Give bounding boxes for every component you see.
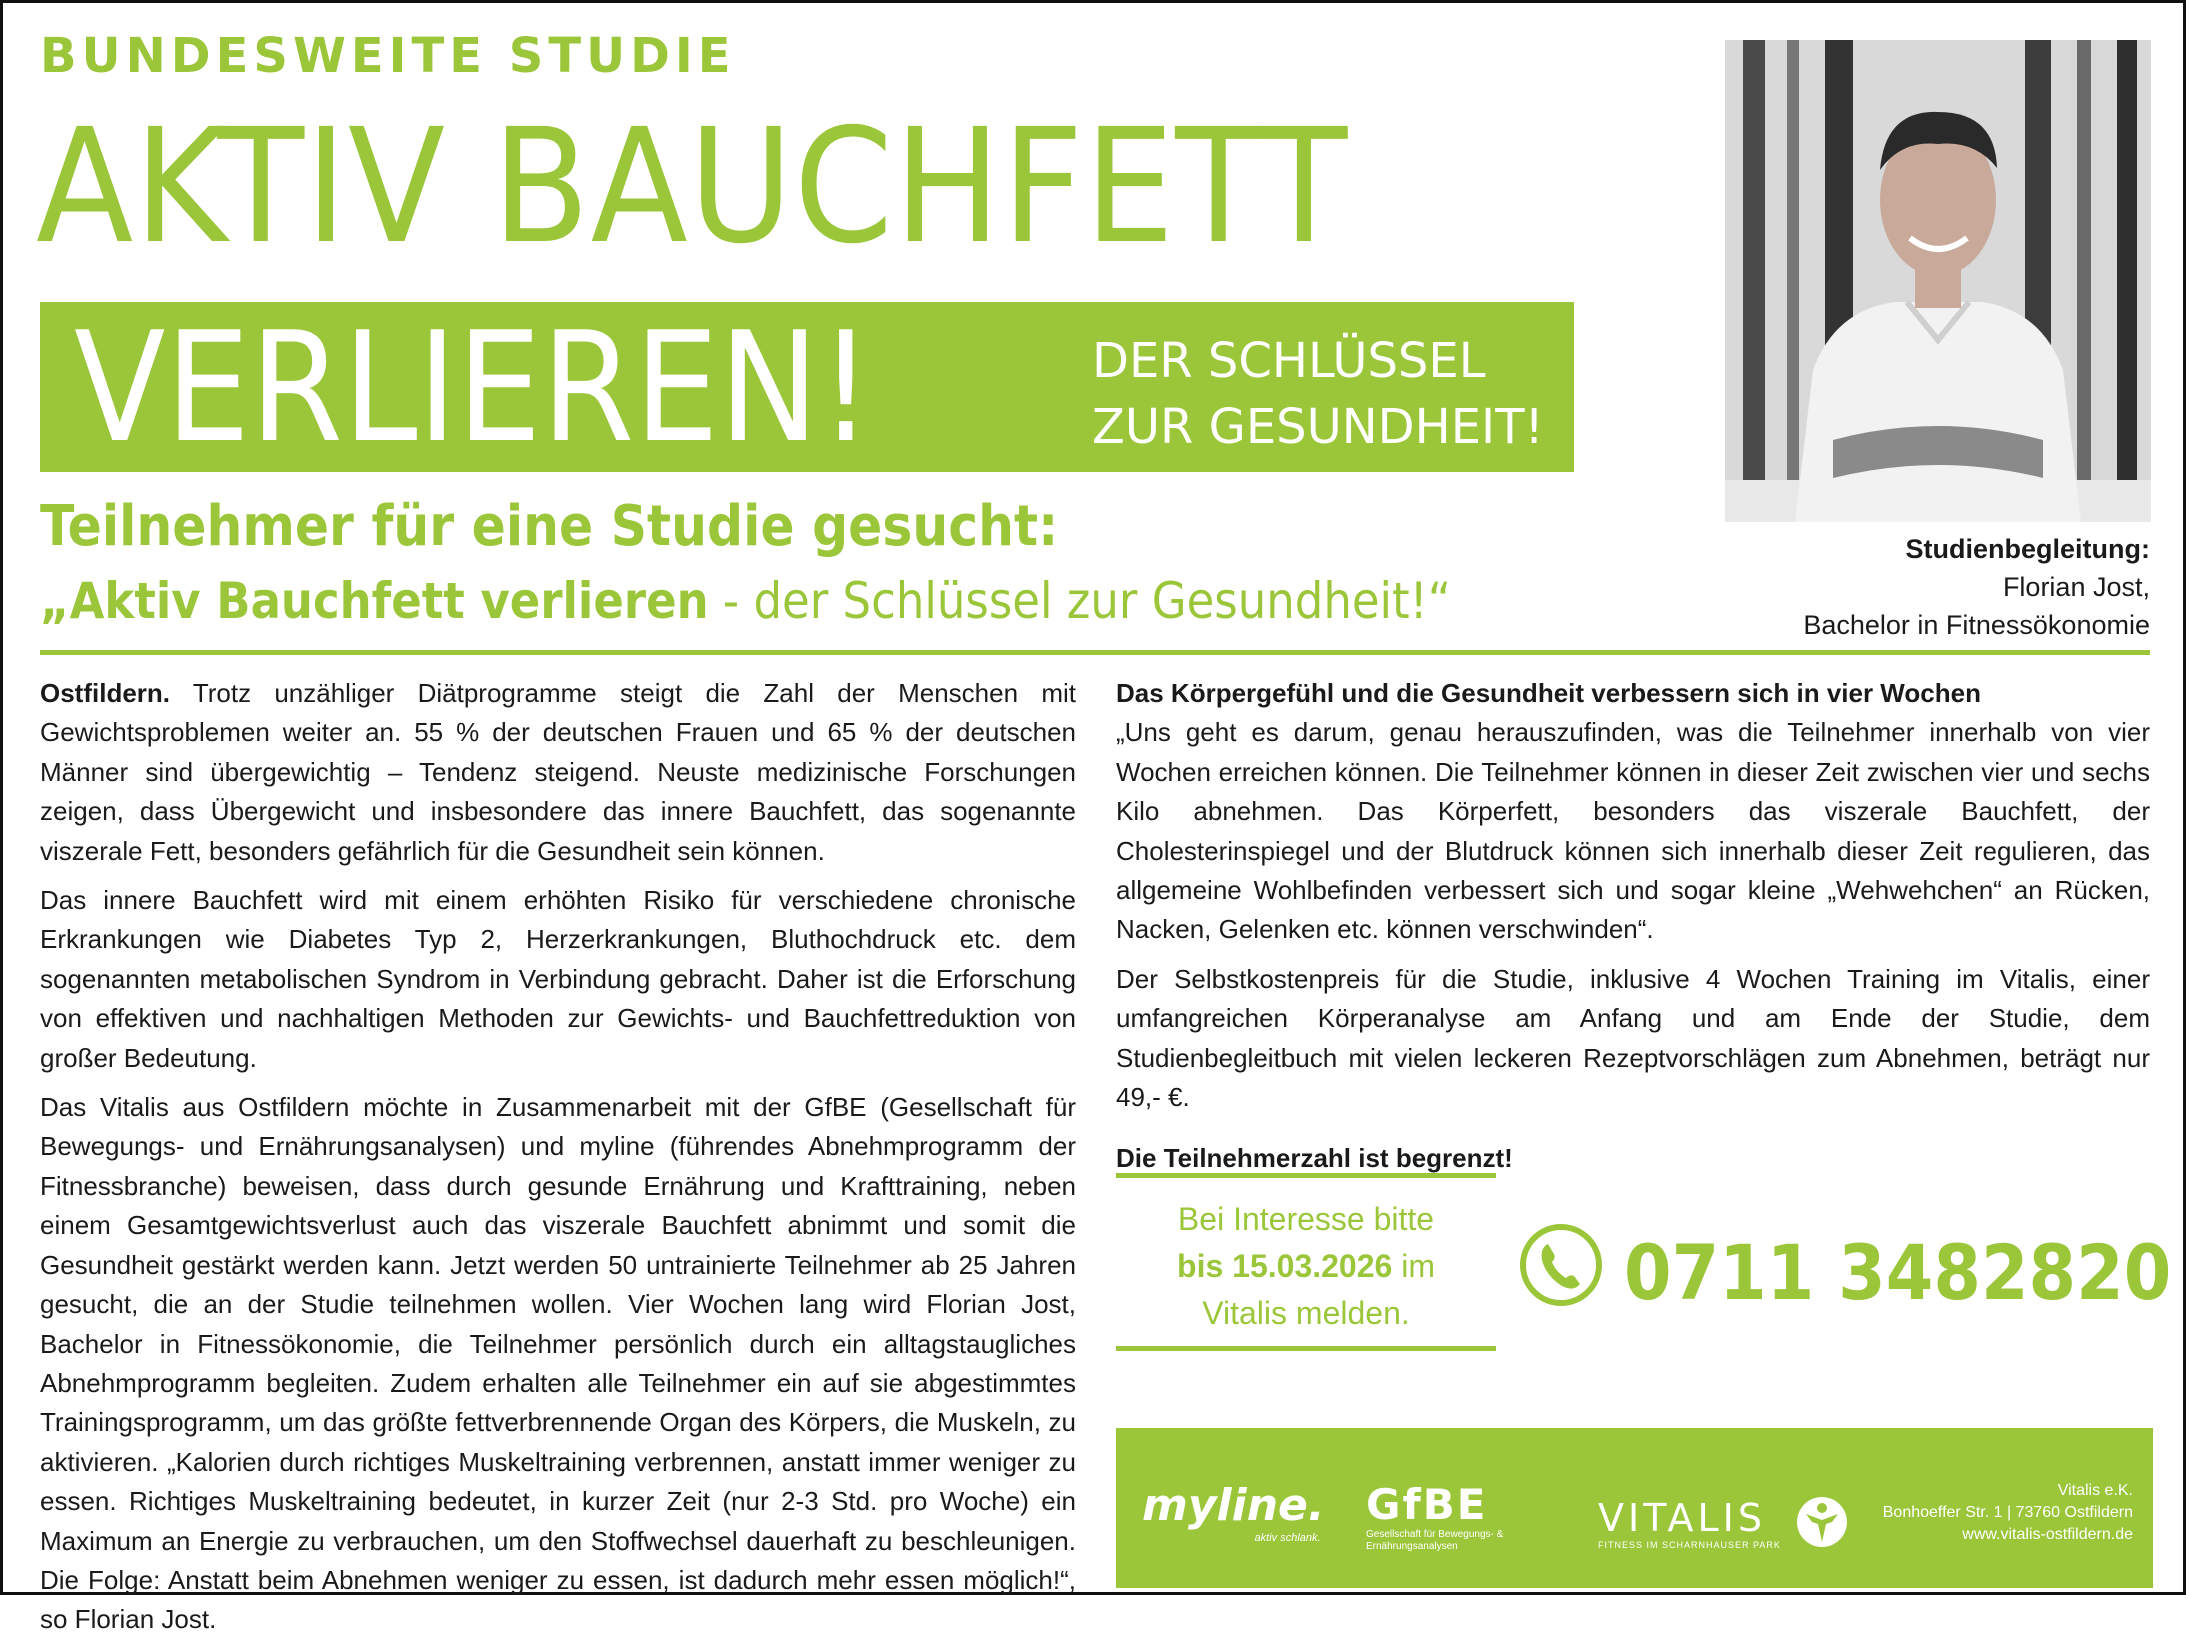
myline-tagline: aktiv schlank. [1254,1532,1321,1544]
cta-line-2-rest: im [1392,1248,1435,1284]
article-closing: Die Teilnehmerzahl ist begrenzt! [1116,1143,1513,1174]
vitalis-wordmark: VITALIS [1598,1496,1766,1540]
gfbe-wordmark: GfBE [1366,1480,1488,1529]
footer-logo-bar [1116,1428,2153,1588]
section-divider [40,650,2150,655]
band-subtitle-line-1: DER SCHLÜSSEL [1092,333,1486,389]
headline-band [40,299,1574,476]
article-paragraph: Der Selbstkostenpreis für die Studie, inklusive 4 Wochen Training im Vitalis, einer umfangreichen Körperanalyse am Anfang und am Ende der Studie, dem Studienbegleitbuch mit vielen leckeren Rezeptvorschlägen zum Abnehmen, beträgt nur 49,- €. [1116,963,2150,1113]
vitalis-figure-icon [1792,1494,1852,1550]
contact-company: Vitalis e.K. [2057,1482,2133,1499]
eyebrow-label: BUNDESWEITE STUDIE [40,28,736,84]
gfbe-logo [1366,1480,1556,1553]
band-subtitle-line-2: ZUR GESUNDHEIT! [1092,399,1544,455]
vitalis-tagline: FITNESS IM SCHARNHAUSER PARK [1598,1540,1781,1550]
cta-rule-bottom [1116,1346,1496,1351]
caption-name: Florian Jost, [2002,572,2150,602]
article-paragraph [40,674,1076,871]
cta-rule-top [1116,1173,1496,1178]
caption-label: Studienbegleitung: [1905,534,2150,564]
vitalis-logo [1598,1496,1781,1550]
headline-line-2: VERLIEREN! [74,299,873,476]
portrait-photo [1725,40,2151,522]
study-title [40,572,1451,630]
phone-icon [1518,1222,1604,1308]
cta-line-2 [1116,1243,1496,1290]
study-title-rest: - der Schlüssel zur Gesundheit!“ [708,572,1452,630]
subheadline: Teilnehmer für eine Studie gesucht: [40,494,1059,559]
cta-text [1116,1196,1496,1337]
contact-address: Bonhoeffer Str. 1 | 73760 Ostfildern [1882,1504,2133,1521]
cta-line-3: Vitalis melden. [1202,1295,1410,1331]
gfbe-tagline: Gesellschaft für Bewegungs- & Ernährungsanalysen [1366,1529,1504,1552]
article-paragraph: Das innere Bauchfett wird mit einem erhöhten Risiko für verschiedene chronische Erkrankungen wie Diabetes Typ 2, Herzerkrankungen, Bluthochdruck etc. dem sogenannten metabolischen Syndrom in Verbindung gebracht. Daher ist die Erforschung von effektiven und nachhaltigen Methoden zur Gewichts- und Bauchfettreduktion von großer Bedeutung. [40,885,1076,1073]
study-title-bold: „Aktiv Bauchfett verlieren [40,572,709,630]
band-subtitle [1092,328,1544,460]
photo-caption [1803,530,2150,644]
cta-deadline: bis 15.03.2026 [1177,1248,1393,1284]
headline-line-1: AKTIV BAUCHFETT [36,95,1349,279]
article-paragraph: Das Vitalis aus Ostfildern möchte in Zusammenarbeit mit der GfBE (Gesellschaft für Bewegungs- und Ernährungsanalysen) und myline (führendes Abnehmprogramm der Fitnessbranche) beweisen, dass durch gesunde Ernährung und Krafttraining, neben einem Gesamtgewichtsverlust auch das viszerale Bauchfett abnimmt und somit die Gesundheit gestärkt werden kann. Jetzt werden 50 untrainierte Teilnehmer ab 25 Jahren gesucht, die an der Studie teilnehmen wollen. Vier Wochen lang wird Florian Jost, Bachelor in Fitnessökonomie, die Teilnehmer persönlich durch ein alltagstaugliches Abnehmprogramm begleiten. Zudem erhalten alle Teilnehmer ein auf sie abgestimmtes Trainingsprogramm, um das größte fettverbrennende Organ des Körpers, die Muskeln, zu aktivieren. „Kalorien durch richtiges Muskeltraining verbrennen, anstatt immer weniger zu essen. Richtiges Muskeltraining bedeutet, in kurzer Zeit (nur 2-3 Std. pro Woche) ein Maximum an Energie zu verbrauchen, um den Stoffwechsel dauerhaft zu beschleunigen. Die Folge: Anstatt beim Abnehmen weniger zu essen, ist dadurch mehr essen möglich!“, so Florian Jost. [40,1092,1076,1635]
article-dateline: Ostfildern. [40,678,171,708]
cta-line-1: Bei Interesse bitte [1177,1201,1435,1237]
footer-contact [1883,1480,2133,1546]
contact-website[interactable]: www.vitalis-ostfildern.de [1962,1526,2133,1543]
article-left-column [40,674,1076,1650]
myline-logo [1142,1480,1325,1544]
article-right-column [1116,674,2150,1189]
phone-number[interactable]: 0711 3482820 [1624,1228,2172,1317]
article-subheading: Das Körpergefühl und die Gesundheit verbessern sich in vier Wochen [1116,678,1981,708]
article-paragraph: „Uns geht es darum, genau herauszufinden, was die Teilnehmer innerhalb von vier Wochen erreichen können. Die Teilnehmer können in dieser Zeit zwischen vier und sechs Kilo abnehmen. Das Körperfett, besonders das viszerale Bauchfett, der Cholesterinspiegel und der Blutdruck können sich innerhalb dieser Zeit regulieren, das allgemeine Wohlbefinden verbessert sich und sogar kleine „Wehwehchen“ an Rücken, Nacken, Gelenken etc. können verschwinden“. [1116,717,2150,945]
myline-wordmark: myline. [1142,1480,1325,1531]
caption-title: Bachelor in Fitnessökonomie [1803,610,2150,640]
article-paragraph-text: Trotz unzähliger Diätprogramme steigt die Zahl der Menschen mit Gewichtsproblemen weiter an. 55 % der deutschen Frauen und 65 % der deutschen Männer sind übergewichtig – Tendenz steigend. Neuste medizinische Forschungen zeigen, dass Übergewicht und insbesondere das innere Bauchfett, das sogenannte viszerale Fett, besonders gefährlich für die Gesundheit sein können. [40,678,1076,866]
